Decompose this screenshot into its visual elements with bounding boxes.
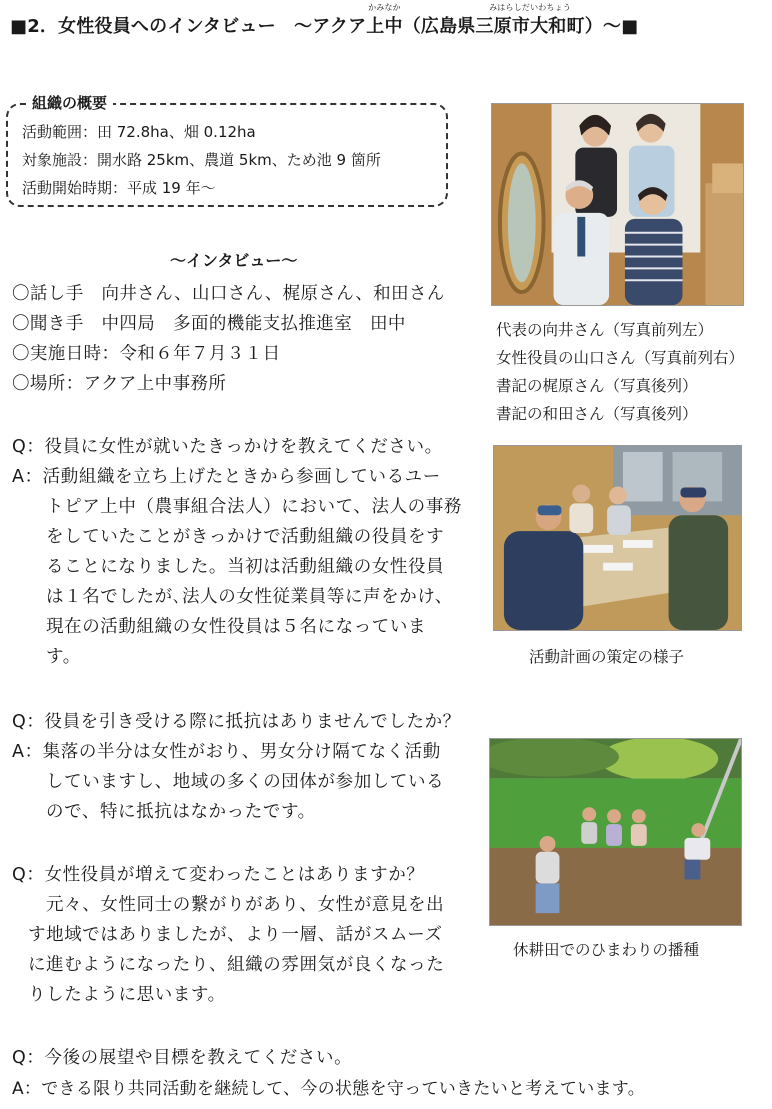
answer-line: に進むようになったり、組織の雰囲気が良くなった: [28, 955, 445, 975]
question: Q：役員に女性が就いたきっかけを教えてください。: [12, 437, 443, 457]
answer-line: 現在の活動組織の女性役員は５名になっていま: [46, 617, 427, 637]
interview-heading: ～インタビュー～: [170, 251, 298, 270]
photo3-caption: 休耕田でのひまわりの播種: [513, 941, 700, 959]
answer-line: ので、特に抵抗はなかったです。: [46, 802, 316, 822]
overview-line: 活動開始時期：平成 19 年～: [22, 179, 216, 197]
photo1-caption-line: 書記の梶原さん（写真後列）: [496, 377, 698, 395]
page-title: [10, 3, 639, 38]
photo1-caption-line: 代表の向井さん（写真前列左）: [496, 321, 714, 339]
answer-line: A：集落の半分は女性がおり、男女分け隔てなく活動: [12, 742, 441, 762]
title-mihara-text: 三原市大和町: [475, 16, 585, 37]
question: Q：役員を引き受ける際に抵抗はありませんでしたか？: [12, 712, 461, 732]
answer-line: りしたように思います。: [28, 985, 226, 1005]
title-mihara: [475, 3, 585, 38]
answer-line: ることになりました。当初は活動組織の女性役員: [46, 557, 445, 577]
answer-line: トピア上中（農事組合法人）において、法人の事務: [46, 497, 462, 517]
answer-line: 元々、女性同士の繋がりがあり、女性が意見を出: [46, 895, 445, 915]
overview-line: 対象施設：開水路 25km、農道 5km、ため池 9 箇所: [22, 151, 381, 169]
answer-line: す。: [46, 647, 81, 667]
interview-info-line: 〇実施日時：令和６年７月３１日: [12, 344, 281, 364]
question: Q：女性役員が増えて変わったことはありますか？: [12, 865, 425, 885]
interview-info-line: 〇聞き手 中四局 多面的機能支払推進室 田中: [12, 314, 406, 334]
title-kamijo: [366, 3, 403, 38]
title-prefix: ■2．女性役員へのインタビュー ～アクア: [10, 16, 367, 37]
interview-info-line: 〇話し手 向井さん、山口さん、梶原さん、和田さん: [12, 284, 445, 304]
photo2-caption: 活動計画の策定の様子: [529, 648, 685, 666]
answer-line: していますし、地域の多くの団体が参加している: [46, 772, 445, 792]
title-suffix: ）～■: [584, 16, 639, 37]
photo1-caption-line: 女性役員の山口さん（写真前列右）: [496, 349, 745, 367]
title-kamijo-ruby: かみなか: [368, 3, 401, 12]
title-mihara-ruby: みはらしだいわちょう: [489, 3, 572, 12]
question: Q：今後の展望や目標を教えてください。: [12, 1048, 353, 1068]
field-photo: [489, 738, 742, 926]
title-paren: （広島県: [402, 16, 476, 37]
group-portrait-photo: [491, 103, 744, 306]
overview-heading: 組織の概要: [26, 92, 113, 113]
photo1-caption-line: 書記の和田さん（写真後列）: [496, 405, 698, 423]
answer-line: は１名でしたが､法人の女性従業員等に声をかけ、: [46, 587, 453, 607]
title-kamijo-text: 上中: [366, 16, 403, 37]
answer-line: A：できる限り共同活動を継続して、今の状態を守っていきたいと考えています。: [12, 1079, 646, 1099]
overview-line: 活動範囲：田 72.8ha、畑 0.12ha: [22, 123, 256, 141]
answer-line: をしていたことがきっかけで活動組織の役員をす: [46, 527, 445, 547]
answer-line: す地域ではありましたが、より一層、話がスムーズ: [28, 925, 443, 945]
meeting-photo: [493, 445, 742, 631]
interview-info-line: 〇場所：アクア上中事務所: [12, 374, 227, 394]
answer-line: A：活動組織を立ち上げたときから参画しているユー: [12, 467, 441, 487]
